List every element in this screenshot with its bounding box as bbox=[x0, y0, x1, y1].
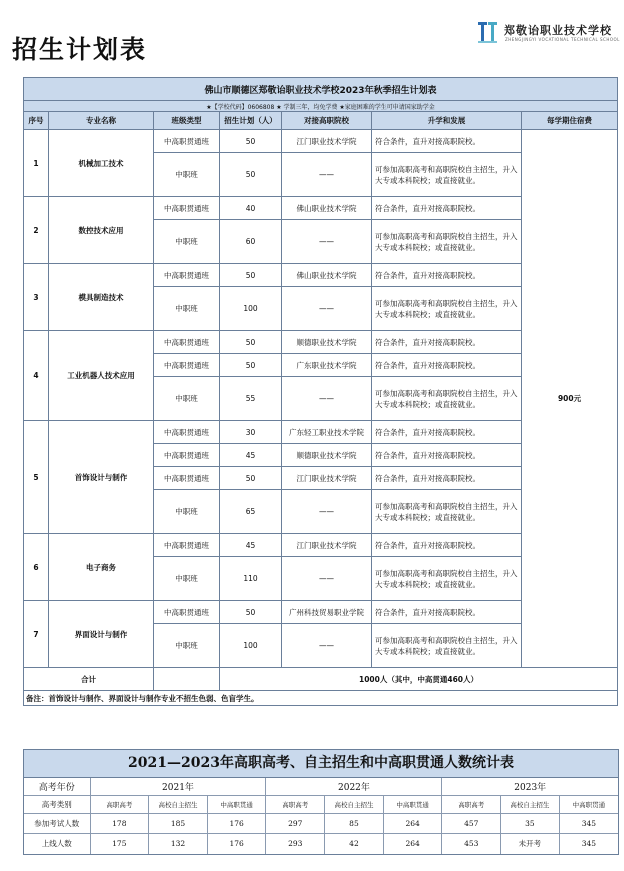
enrollment-plan-table bbox=[23, 77, 618, 706]
stat-cell: 未开考 bbox=[501, 834, 560, 854]
header-path: 升学和发展 bbox=[372, 112, 522, 130]
class-type: 中高职贯通班 bbox=[154, 421, 220, 444]
plan-count: 40 bbox=[220, 197, 282, 220]
class-type: 中职班 bbox=[154, 377, 220, 421]
partner-college: 广东职业技术学院 bbox=[282, 354, 372, 377]
major-number: 4 bbox=[24, 331, 49, 421]
row-label-admitted: 上线人数 bbox=[24, 834, 90, 854]
class-type: 中高职贯通班 bbox=[154, 467, 220, 490]
category-label: 高考类别 bbox=[24, 796, 90, 814]
stat-cell: 35 bbox=[501, 814, 560, 834]
category-cell: 高职高考 bbox=[442, 796, 501, 814]
plan-count: 50 bbox=[220, 467, 282, 490]
major-name: 电子商务 bbox=[49, 534, 154, 601]
year-2022: 2022年 bbox=[266, 778, 442, 796]
school-emblem-icon bbox=[477, 20, 499, 44]
partner-college: 江门职业技术学院 bbox=[282, 130, 372, 153]
partner-college: —— bbox=[282, 287, 372, 331]
total-label: 合计 bbox=[24, 668, 154, 691]
stat-cell: 85 bbox=[325, 814, 384, 834]
progression-path: 符合条件，直升对接高职院校。 bbox=[372, 264, 522, 287]
stat-cell: 345 bbox=[559, 814, 618, 834]
stats-table bbox=[24, 778, 618, 854]
header-college: 对接高职院校 bbox=[282, 112, 372, 130]
progression-path: 符合条件，直升对接高职院校。 bbox=[372, 467, 522, 490]
class-type: 中高职贯通班 bbox=[154, 130, 220, 153]
class-type: 中高职贯通班 bbox=[154, 331, 220, 354]
partner-college: —— bbox=[282, 220, 372, 264]
progression-path: 符合条件，直升对接高职院校。 bbox=[372, 534, 522, 557]
school-name-cn: 郑敬诒职业技术学校 bbox=[504, 24, 612, 37]
partner-college: —— bbox=[282, 490, 372, 534]
total-value: 1000人（其中，中高贯通460人） bbox=[220, 668, 618, 691]
progression-path: 可参加高职高考和高职院校自主招生，升入大专或本科院校；或直接就业。 bbox=[372, 377, 522, 421]
class-type: 中高职贯通班 bbox=[154, 197, 220, 220]
total-spacer bbox=[154, 668, 220, 691]
plan-count: 50 bbox=[220, 264, 282, 287]
plan-count: 100 bbox=[220, 624, 282, 668]
partner-college: —— bbox=[282, 153, 372, 197]
stat-cell: 178 bbox=[90, 814, 149, 834]
category-cell: 高校自主招生 bbox=[149, 796, 208, 814]
stat-cell: 185 bbox=[149, 814, 208, 834]
category-cell: 中高职贯通 bbox=[383, 796, 442, 814]
major-number: 6 bbox=[24, 534, 49, 601]
partner-college: —— bbox=[282, 557, 372, 601]
header-fee: 每学期住宿费 bbox=[522, 112, 618, 130]
stat-cell: 264 bbox=[383, 814, 442, 834]
note-text: 备注：首饰设计与制作、界面设计与制作专业不招生色弱、色盲学生。 bbox=[24, 691, 618, 706]
row-label-participants: 参加考试人数 bbox=[24, 814, 90, 834]
plan-count: 100 bbox=[220, 287, 282, 331]
class-type: 中职班 bbox=[154, 557, 220, 601]
class-type: 中职班 bbox=[154, 153, 220, 197]
class-type: 中高职贯通班 bbox=[154, 354, 220, 377]
total-row bbox=[24, 668, 618, 691]
major-number: 3 bbox=[24, 264, 49, 331]
progression-path: 符合条件，直升对接高职院校。 bbox=[372, 354, 522, 377]
stat-cell: 175 bbox=[90, 834, 149, 854]
major-number: 7 bbox=[24, 601, 49, 668]
major-number: 5 bbox=[24, 421, 49, 534]
class-type: 中职班 bbox=[154, 287, 220, 331]
header-no: 序号 bbox=[24, 112, 49, 130]
major-name: 界面设计与制作 bbox=[49, 601, 154, 668]
category-cell: 高校自主招生 bbox=[325, 796, 384, 814]
page-title: 招生计划表 bbox=[12, 35, 148, 64]
plan-count: 50 bbox=[220, 130, 282, 153]
plan-count: 45 bbox=[220, 534, 282, 557]
plan-count: 50 bbox=[220, 601, 282, 624]
school-logo bbox=[477, 20, 620, 48]
year-2023: 2023年 bbox=[442, 778, 618, 796]
note-row bbox=[24, 691, 618, 706]
plan-title: 佛山市顺德区郑敬诒职业技术学校2023年秋季招生计划表 bbox=[24, 78, 618, 101]
stat-cell: 176 bbox=[207, 814, 266, 834]
stat-cell: 345 bbox=[559, 834, 618, 854]
partner-college: —— bbox=[282, 377, 372, 421]
partner-college: 顺德职业技术学院 bbox=[282, 331, 372, 354]
progression-path: 可参加高职高考和高职院校自主招生，升入大专或本科院校；或直接就业。 bbox=[372, 557, 522, 601]
progression-path: 可参加高职高考和高职院校自主招生，升入大专或本科院校；或直接就业。 bbox=[372, 624, 522, 668]
stat-cell: 42 bbox=[325, 834, 384, 854]
major-name: 机械加工技术 bbox=[49, 130, 154, 197]
class-type: 中职班 bbox=[154, 220, 220, 264]
stats-panel bbox=[23, 749, 619, 855]
progression-path: 可参加高职高考和高职院校自主招生，升入大专或本科院校；或直接就业。 bbox=[372, 287, 522, 331]
category-cell: 高校自主招生 bbox=[501, 796, 560, 814]
stat-cell: 453 bbox=[442, 834, 501, 854]
progression-path: 符合条件，直升对接高职院校。 bbox=[372, 444, 522, 467]
class-type: 中高职贯通班 bbox=[154, 444, 220, 467]
category-cell: 中高职贯通 bbox=[559, 796, 618, 814]
plan-count: 50 bbox=[220, 354, 282, 377]
plan-count: 55 bbox=[220, 377, 282, 421]
stat-cell: 457 bbox=[442, 814, 501, 834]
progression-path: 符合条件，直升对接高职院校。 bbox=[372, 130, 522, 153]
progression-path: 符合条件，直升对接高职院校。 bbox=[372, 197, 522, 220]
progression-path: 可参加高职高考和高职院校自主招生，升入大专或本科院校；或直接就业。 bbox=[372, 220, 522, 264]
plan-count: 45 bbox=[220, 444, 282, 467]
major-name: 数控技术应用 bbox=[49, 197, 154, 264]
category-cell: 中高职贯通 bbox=[207, 796, 266, 814]
partner-college: 江门职业技术学院 bbox=[282, 467, 372, 490]
progression-path: 可参加高职高考和高职院校自主招生，升入大专或本科院校；或直接就业。 bbox=[372, 490, 522, 534]
plan-count: 50 bbox=[220, 331, 282, 354]
plan-count: 30 bbox=[220, 421, 282, 444]
partner-college: 江门职业技术学院 bbox=[282, 534, 372, 557]
partner-college: 顺德职业技术学院 bbox=[282, 444, 372, 467]
class-type: 中高职贯通班 bbox=[154, 534, 220, 557]
plan-count: 60 bbox=[220, 220, 282, 264]
stat-cell: 264 bbox=[383, 834, 442, 854]
major-number: 1 bbox=[24, 130, 49, 197]
progression-path: 符合条件，直升对接高职院校。 bbox=[372, 331, 522, 354]
plan-row bbox=[24, 130, 618, 153]
stat-cell: 297 bbox=[266, 814, 325, 834]
accommodation-fee: 900元 bbox=[522, 130, 618, 668]
partner-college: 佛山职业技术学院 bbox=[282, 264, 372, 287]
year-2021: 2021年 bbox=[90, 778, 266, 796]
partner-college: 广州科技贸易职业学院 bbox=[282, 601, 372, 624]
category-cell: 高职高考 bbox=[266, 796, 325, 814]
progression-path: 可参加高职高考和高职院校自主招生，升入大专或本科院校；或直接就业。 bbox=[372, 153, 522, 197]
plan-subtitle: ★【学校代码】0606808 ★ 学制三年，均免学费 ★家庭困难的学生可申请国家助学金 bbox=[24, 101, 618, 112]
major-name: 模具制造技术 bbox=[49, 264, 154, 331]
plan-count: 110 bbox=[220, 557, 282, 601]
category-cell: 高职高考 bbox=[90, 796, 149, 814]
stat-cell: 176 bbox=[207, 834, 266, 854]
header-major: 专业名称 bbox=[49, 112, 154, 130]
class-type: 中职班 bbox=[154, 490, 220, 534]
stat-cell: 293 bbox=[266, 834, 325, 854]
stats-title: 2021—2023年高职高考、自主招生和中高职贯通人数统计表 bbox=[24, 750, 618, 778]
header-class-type: 班级类型 bbox=[154, 112, 220, 130]
year-label: 高考年份 bbox=[24, 778, 90, 796]
progression-path: 符合条件，直升对接高职院校。 bbox=[372, 601, 522, 624]
progression-path: 符合条件，直升对接高职院校。 bbox=[372, 421, 522, 444]
stat-cell: 132 bbox=[149, 834, 208, 854]
header-plan-count: 招生计划（人） bbox=[220, 112, 282, 130]
school-name-en: ZHENGJINGYI VOCATIONAL TECHNICAL SCHOOL bbox=[505, 37, 620, 42]
class-type: 中职班 bbox=[154, 624, 220, 668]
plan-count: 50 bbox=[220, 153, 282, 197]
class-type: 中高职贯通班 bbox=[154, 601, 220, 624]
partner-college: 广东轻工职业技术学院 bbox=[282, 421, 372, 444]
partner-college: 佛山职业技术学院 bbox=[282, 197, 372, 220]
major-name: 工业机器人技术应用 bbox=[49, 331, 154, 421]
plan-count: 65 bbox=[220, 490, 282, 534]
major-number: 2 bbox=[24, 197, 49, 264]
class-type: 中高职贯通班 bbox=[154, 264, 220, 287]
partner-college: —— bbox=[282, 624, 372, 668]
major-name: 首饰设计与制作 bbox=[49, 421, 154, 534]
